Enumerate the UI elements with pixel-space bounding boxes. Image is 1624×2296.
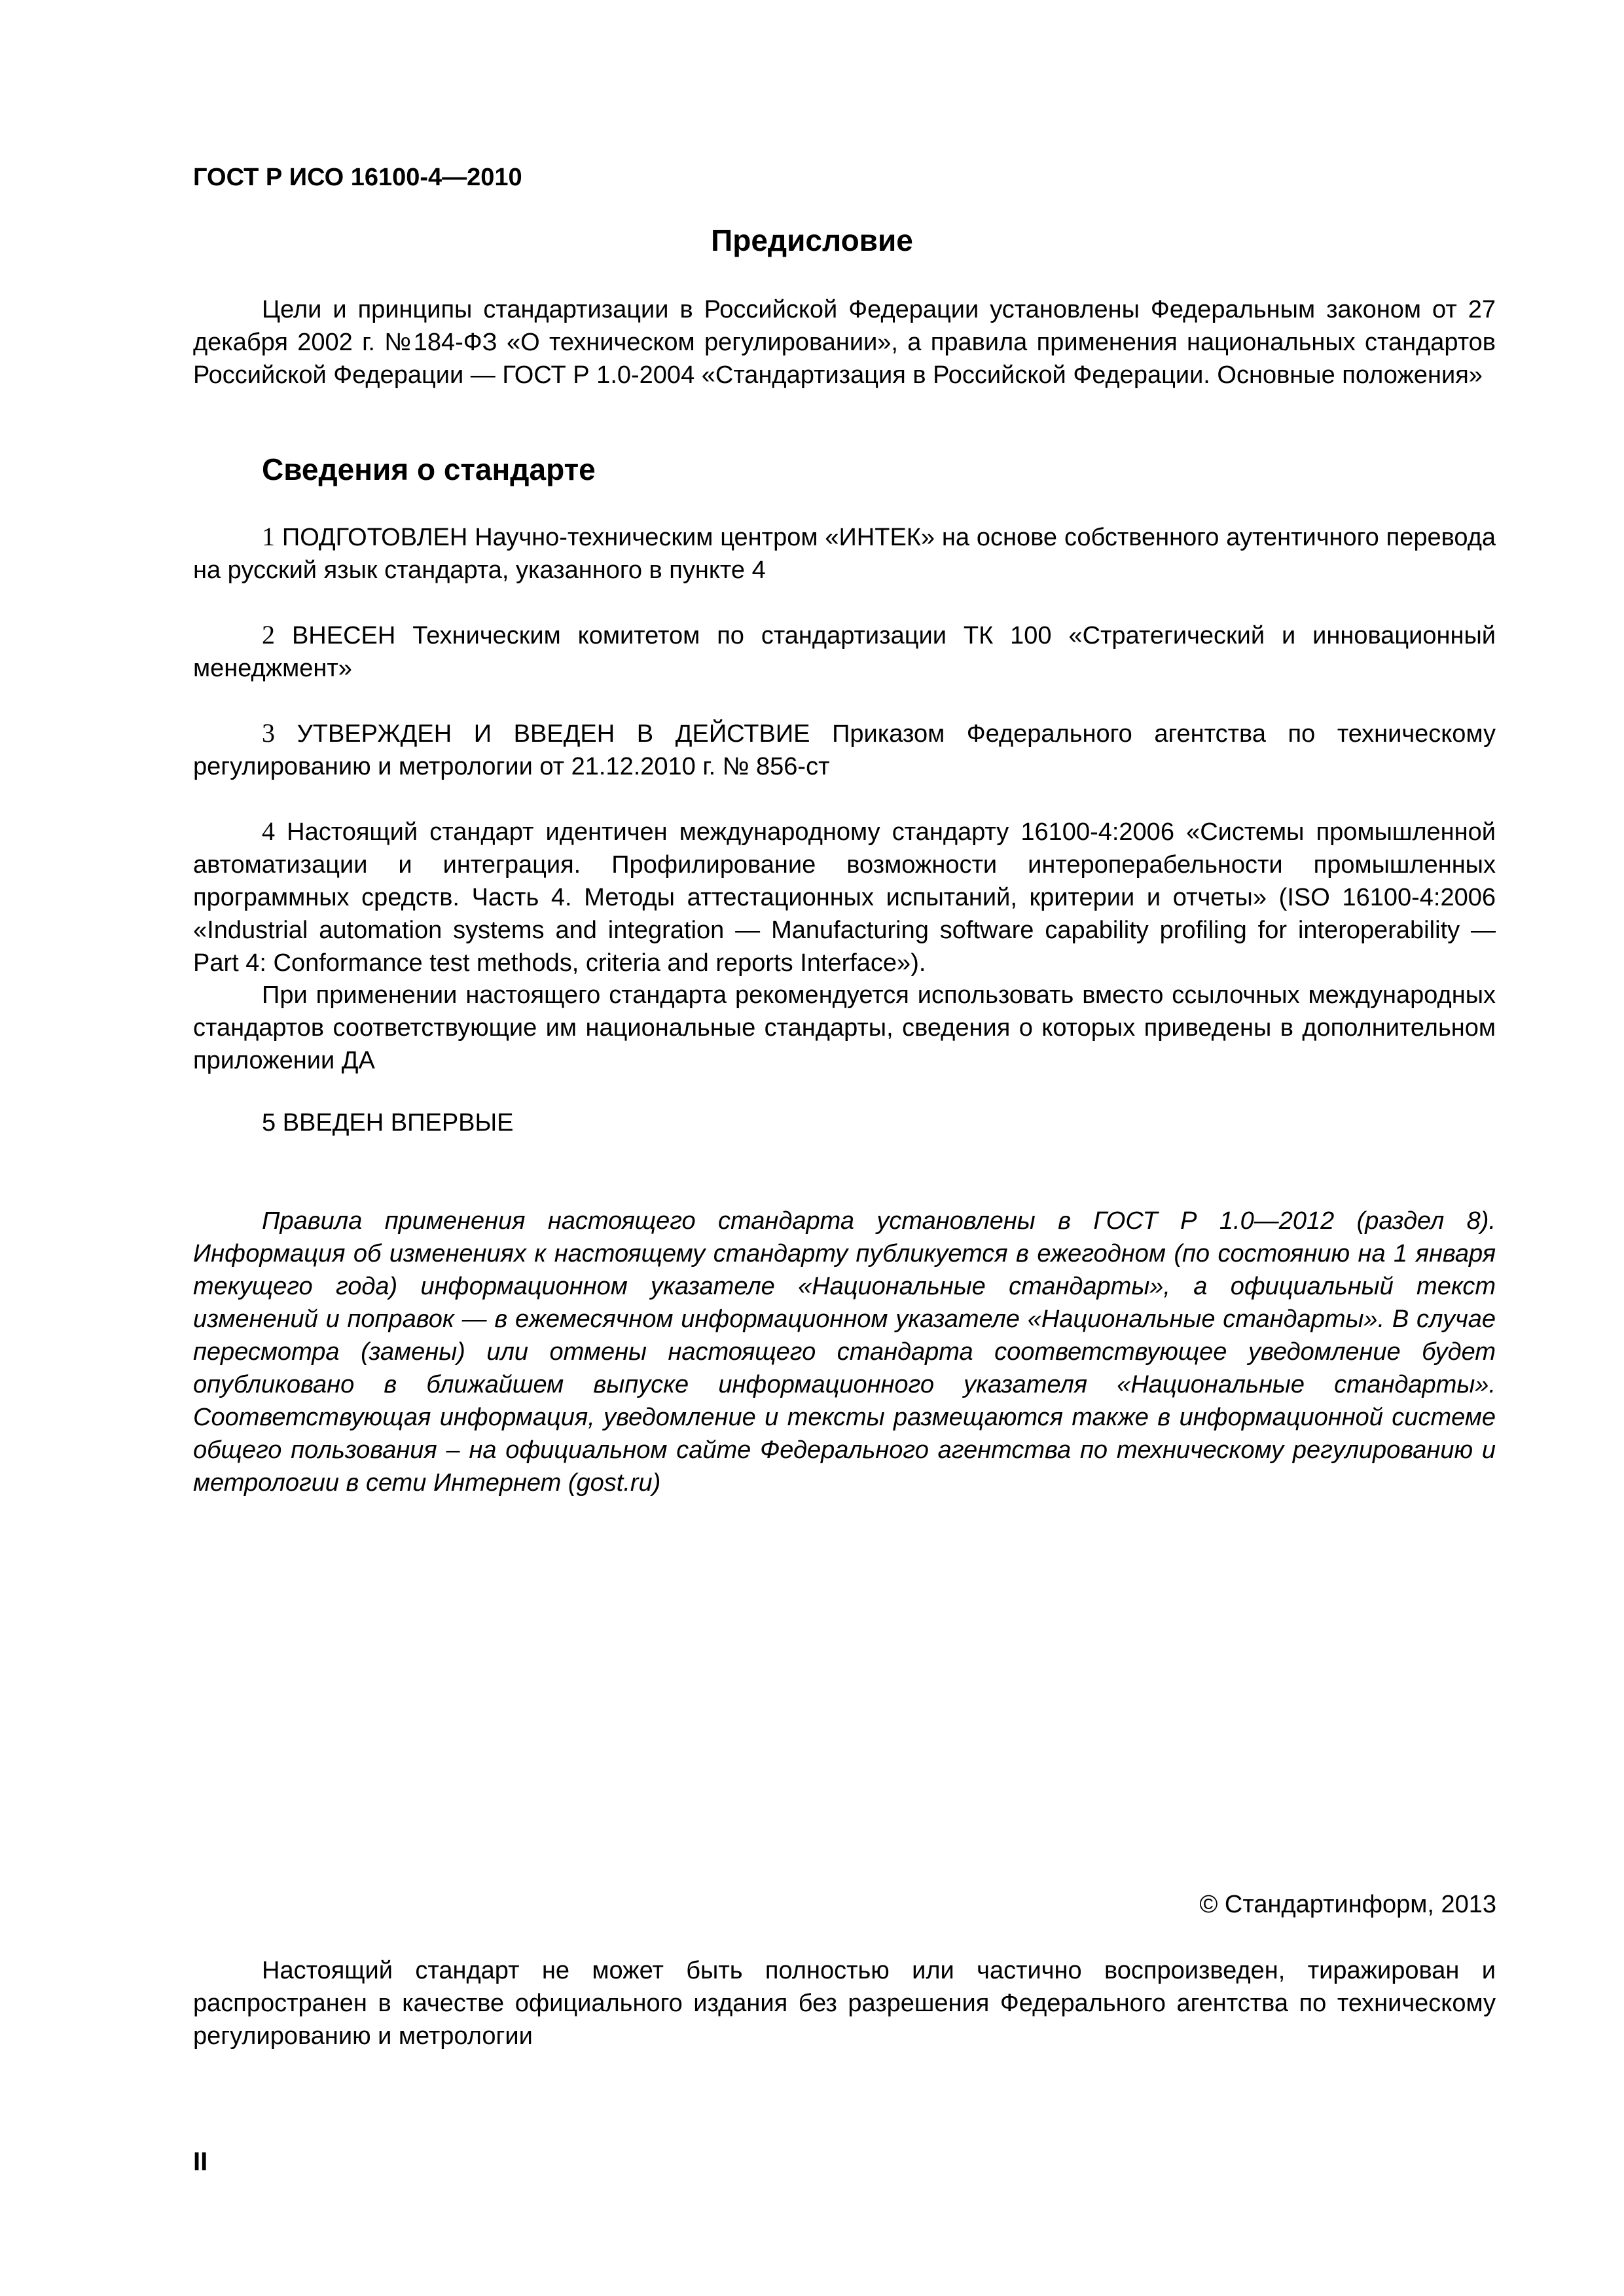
item-text: УТВЕРЖДЕН И ВВЕДЕН В ДЕЙСТВИЕ Приказом Федерального агентства по техническому регулированию и метрологии от 21.12.2010 г. № 856-ст [193, 720, 1496, 780]
info-item-1 [193, 520, 1496, 587]
foreword-title: Предисловие [711, 223, 913, 257]
info-item-2 [193, 619, 1496, 685]
rules-text: Правила применения настоящего стандарта установлены в ГОСТ Р 1.0—2012 (раздел 8). Информация об изменениях к настоящему стандарту публикуется в ежегодном (по состоянию на 1 января текущего года) информационном указателе «Национальные стандарты», а официальный текст изменений и поправок — в ежемесячном информационном указателе «Национальные стандарты». В случае пересмотра (замены) или отмены настоящего стандарта соответствующее уведомление будет опубликовано в ближайшем выпуске информационного указателя «Национальные стандарты». Соответствующая информация, уведомление и тексты размещаются также в информационной системе общего пользования – на официальном сайте Федерального агентства по техническому регулированию и метрологии в сети Интернет (gost.ru) [193, 1207, 1496, 1497]
info-item-4-note: При применении настоящего стандарта рекомендуется использовать вместо ссылочных международных стандартов соответствующие им национальные стандарты, сведения о которых приведены в дополнительном приложении ДА [193, 981, 1496, 1074]
reproduction-notice: Настоящий стандарт не может быть полностью или частично воспроизведен, тиражирован и распространен в качестве официального издания без разрешения Федерального агентства по техническому регулированию и метрологии [193, 1957, 1496, 2050]
item-number: 2 [262, 620, 275, 649]
info-item-5: 5 ВВЕДЕН ВПЕРВЫЕ [262, 1109, 514, 1137]
foreword-text: Цели и принципы стандартизации в Российской Федерации установлены Федеральным законом от 27 декабря 2002 г. №184-ФЗ «О техническом регулировании», а правила применения национальных стандартов Российской Федерации — ГОСТ Р 1.0-2004 «Стандартизация в Российской Федерации. Основные положения» [193, 296, 1496, 389]
page-number: II [193, 2147, 208, 2176]
info-item-4 [193, 815, 1496, 979]
item-text: ВНЕСЕН Техническим комитетом по стандартизации ТК 100 «Стратегический и инновационный менеджмент» [193, 622, 1496, 682]
item-number: 3 [262, 718, 275, 748]
item-number: 1 [262, 522, 275, 551]
item-text: Настоящий стандарт идентичен международному стандарту 16100-4:2006 «Системы промышленной автоматизации и интеграция. Профилирование возможности интероперабельности промышленных программных средств. Часть 4. Методы аттестационных испытаний, критерии и отчеты» (ISO 16100-4:2006 «Industrial automation systems and integration — Manufacturing software capability profiling for interoperability — Part 4: Conformance test methods, criteria and reports Interface»). [193, 818, 1496, 977]
document-id: ГОСТ Р ИСО 16100-4—2010 [193, 164, 522, 191]
standard-info-title: Сведения о стандарте [262, 452, 596, 486]
item-text: ПОДГОТОВЛЕН Научно-техническим центром «ИНТЕК» на основе собственного аутентичного перевода на русский язык стандарта, указанного в пункте 4 [193, 524, 1496, 584]
item-number: 4 [262, 816, 275, 846]
copyright: © Стандартинформ, 2013 [1199, 1891, 1496, 1918]
info-item-3 [193, 717, 1496, 783]
